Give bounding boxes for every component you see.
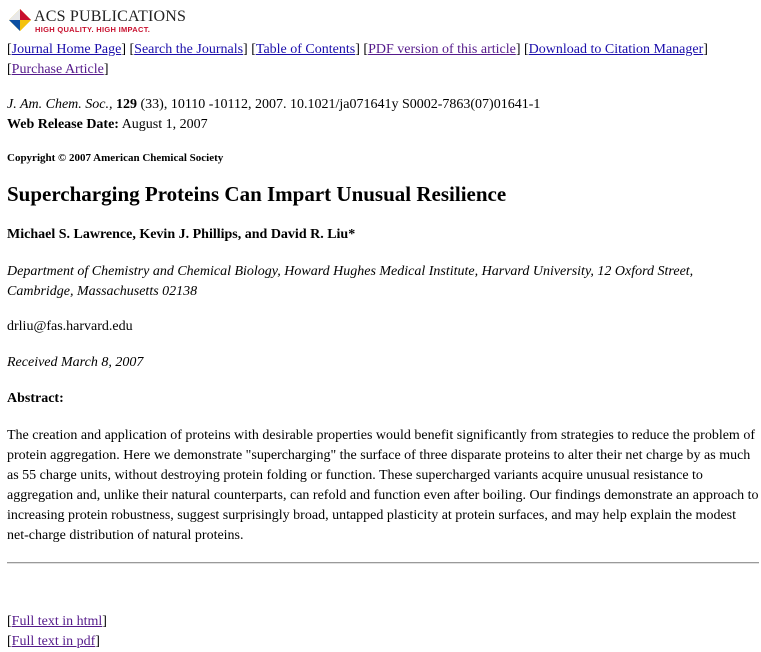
citation-details: (33), 10110 -10112, 2007. 10.1021/ja071641y S0002-7863(07)01641-1 (137, 97, 541, 112)
abstract-heading: Abstract: (7, 391, 64, 406)
logo-name: ACS PUBLICATIONS (34, 8, 187, 25)
horizontal-divider (7, 562, 759, 564)
abstract-body: The creation and application of proteins with desirable properties would benefit significantly from strategies to reduce the problem of protein aggregation. Here we demonstrate "supercharging" the surface of three disparate proteins to alter their net charge by as much as 55 charge units, without destroying protein folding or function. These supercharged variants acquire unusual resistance to aggregation and, unlike their natural counterparts, can refold and function even after boiling. Our findings demonstrate an approach to increasing protein robustness, suggest surprisingly broad, untapped plasticity at protein surfaces, and may help explain the modest net-charge distribution of natural proteins. (7, 428, 759, 543)
search-journals-link[interactable]: Search the Journals (134, 42, 244, 57)
journal-abbrev: J. Am. Chem. Soc., (7, 97, 113, 112)
volume-number: 129 (116, 97, 137, 112)
journal-home-link[interactable]: Journal Home Page (11, 42, 122, 57)
author-affiliation: Department of Chemistry and Chemical Biology, Howard Hughes Medical Institute, Harvard University, 12 Oxford Street, Cambridge, Massachusetts 02138 (7, 264, 694, 299)
pdf-version-link[interactable]: PDF version of this article (368, 42, 516, 57)
full-text-pdf-row: [Full text in pdf] (7, 634, 100, 649)
full-text-pdf-link[interactable]: Full text in pdf (11, 634, 96, 649)
copyright-notice: Copyright © 2007 American Chemical Society (7, 152, 224, 164)
citation-manager-link[interactable]: Download to Citation Manager (528, 42, 704, 57)
full-text-links (7, 612, 107, 652)
author-list: Michael S. Lawrence, Kevin J. Phillips, and David R. Liu* (7, 227, 356, 242)
citation-line (7, 95, 540, 115)
acs-diamond-logo-icon (8, 8, 32, 32)
article-navigation: [Journal Home Page] [Search the Journals] [Table of Contents] [PDF version of this article] [Download to Citation Manager] [Purchase Article] (7, 42, 708, 77)
article-title: Supercharging Proteins Can Impart Unusual Resilience (7, 182, 507, 206)
web-release-line (7, 115, 208, 135)
received-date: Received March 8, 2007 (7, 355, 144, 370)
full-text-html-link[interactable]: Full text in html (11, 614, 103, 629)
full-text-html-row: [Full text in html] (7, 614, 107, 629)
release-label: Web Release Date: (7, 117, 119, 132)
release-date: August 1, 2007 (118, 117, 208, 132)
acs-publications-logo[interactable] (8, 8, 208, 36)
contact-email: drliu@fas.harvard.edu (7, 319, 133, 334)
purchase-article-link[interactable]: Purchase Article (11, 62, 104, 77)
table-of-contents-link[interactable]: Table of Contents (255, 42, 356, 57)
logo-tagline: HIGH QUALITY. HIGH IMPACT. (35, 25, 151, 34)
